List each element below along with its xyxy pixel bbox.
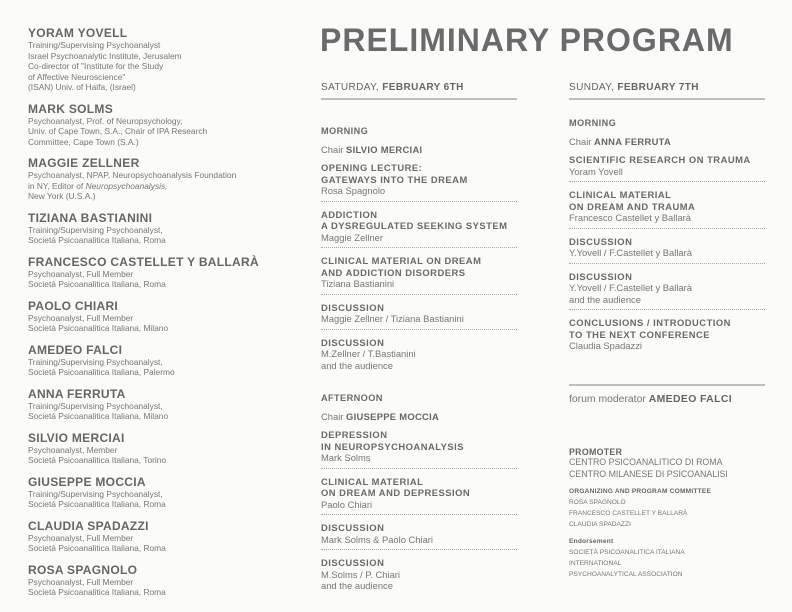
chair-label: Chair bbox=[321, 144, 347, 155]
speaker-entry bbox=[28, 387, 288, 422]
speaker-name: TIZIANA BASTIANINI bbox=[28, 210, 153, 225]
speaker-description-part: Psychoanalyst, NPAP, Neuropsychoanalysis Foundation in NY, Editor of bbox=[28, 170, 237, 191]
item-speaker: M.Solms / P. Chiari and the audience bbox=[321, 568, 401, 591]
speaker-description-part: New York (U.S.A.) bbox=[28, 191, 96, 201]
program-item bbox=[321, 337, 517, 376]
speaker-description: Psychoanalyst, Full Member Società Psicoanalitica Italiana, Milano bbox=[28, 312, 169, 333]
session-label: MORNING bbox=[569, 118, 617, 128]
speaker-entry bbox=[28, 156, 288, 202]
page-title: PRELIMINARY PROGRAM bbox=[320, 22, 734, 58]
item-title: DEPRESSION IN NEUROPSYCHOANALYSIS bbox=[321, 429, 464, 452]
speaker-entry bbox=[28, 211, 288, 246]
item-title: CLINICAL MATERIAL ON DREAM AND ADDICTION DISORDERS bbox=[321, 255, 482, 278]
item-speaker: Paolo Chiari bbox=[321, 498, 373, 510]
sunday-column bbox=[569, 82, 765, 356]
speaker-description: Training/Supervising Psychoanalyst, Società Psicoanalitica Italiana, Palermo bbox=[28, 356, 175, 377]
item-title: CLINICAL MATERIAL ON DREAM AND DEPRESSION bbox=[321, 475, 471, 498]
speaker-description: Psychoanalyst, Member Società Psicoanalitica Italiana, Torino bbox=[28, 444, 167, 465]
item-title: SCIENTIFIC RESEARCH ON TRAUMA bbox=[569, 154, 751, 165]
saturday-column bbox=[321, 82, 517, 596]
program-item bbox=[321, 162, 517, 202]
session-label: AFTERNOON bbox=[321, 393, 383, 403]
item-title: DISCUSSION bbox=[569, 235, 633, 247]
program-item bbox=[569, 236, 765, 264]
session-chair bbox=[321, 411, 517, 422]
speaker-description: Training/Supervising Psychoanalyst, Società Psicoanalitica Italiana, Milano bbox=[28, 400, 169, 421]
speaker-name: YORAM YOVELL bbox=[28, 26, 128, 40]
chair-label: Chair bbox=[321, 411, 347, 422]
item-speaker: Y.Yovell / F.Castellet y Ballarà bbox=[569, 247, 692, 258]
chair-label: Chair bbox=[569, 136, 595, 147]
speaker-entry bbox=[28, 563, 288, 598]
forum-label: forum moderator bbox=[569, 394, 649, 405]
endorsement-heading: Endorsement bbox=[569, 538, 614, 545]
session-chair bbox=[321, 144, 517, 155]
speaker-name: MAGGIE ZELLNER bbox=[28, 156, 140, 170]
day-heading bbox=[321, 82, 517, 100]
item-title: CONCLUSIONS / INTRODUCTION TO THE NEXT CONFERENCE bbox=[569, 317, 731, 340]
forum-moderator bbox=[569, 384, 765, 405]
journal-title: Neuropsychoanalysis, bbox=[85, 180, 168, 191]
item-speaker: Yoram Yovell bbox=[569, 165, 623, 177]
item-title: DISCUSSION bbox=[321, 336, 385, 348]
chair-name: ANNA FERRUTA bbox=[594, 136, 672, 147]
day-name: SUNDAY, bbox=[569, 82, 618, 93]
speaker-entry bbox=[28, 475, 288, 510]
speaker-description: Training/Supervising Psychoanalyst, Società Psicoanalitica Italiana, Roma bbox=[28, 224, 166, 245]
program-item bbox=[569, 189, 765, 229]
speaker-name: ROSA SPAGNOLO bbox=[28, 562, 138, 577]
chair-name: GIUSEPPE MOCCIA bbox=[346, 411, 440, 422]
program-item bbox=[321, 429, 517, 469]
session-label: MORNING bbox=[321, 126, 369, 136]
day-heading bbox=[569, 82, 765, 100]
program-item bbox=[321, 255, 517, 295]
item-title: OPENING LECTURE: GATEWAYS INTO THE DREAM bbox=[321, 162, 468, 185]
item-title: DISCUSSION bbox=[321, 301, 385, 313]
chair-name: SILVIO MERCIAI bbox=[346, 144, 423, 155]
item-speaker: Claudia Spadazzi bbox=[569, 340, 642, 351]
speaker-name: CLAUDIA SPADAZZI bbox=[28, 518, 149, 533]
speaker-entry bbox=[28, 102, 288, 148]
item-speaker: Y.Yovell / F.Castellet y Ballarà and the audience bbox=[569, 282, 692, 305]
program-item bbox=[569, 154, 765, 182]
item-title: DISCUSSION bbox=[321, 522, 385, 533]
speaker-description: Psychoanalyst, Prof. of Neuropsychology, Univ. of Cape Town, S.A., Chair of IPA Research Committee, Cape Town (S.A.) bbox=[28, 115, 208, 147]
item-title: ADDICTION A DYSREGULATED SEEKING SYSTEM bbox=[321, 208, 508, 231]
item-speaker: Rosa Spagnolo bbox=[321, 185, 386, 196]
session-chair bbox=[569, 136, 765, 147]
speaker-name: GIUSEPPE MOCCIA bbox=[28, 474, 146, 489]
item-title: DISCUSSION bbox=[321, 557, 385, 568]
speaker-entry bbox=[28, 519, 288, 554]
speaker-entry bbox=[28, 299, 288, 334]
program-item bbox=[569, 317, 765, 356]
item-speaker: M.Zellner / T.Bastianini and the audience bbox=[321, 348, 416, 371]
speaker-entry bbox=[28, 431, 288, 466]
speaker-entry bbox=[28, 343, 288, 378]
speaker-entry bbox=[28, 255, 288, 290]
speaker-name: AMEDEO FALCI bbox=[28, 342, 123, 357]
speaker-description: Psychoanalyst, Full Member Società Psicoanalitica Italiana, Roma bbox=[28, 576, 166, 597]
speaker-name: FRANCESCO CASTELLET Y BALLARÀ bbox=[28, 254, 259, 269]
speaker-name: SILVIO MERCIAI bbox=[28, 430, 125, 445]
item-speaker: Maggie Zellner bbox=[321, 231, 384, 243]
speaker-entry bbox=[28, 26, 288, 93]
committee-heading: ORGANIZING AND PROGRAM COMMITTEE bbox=[569, 488, 712, 495]
program-item bbox=[321, 557, 517, 596]
speakers-list bbox=[28, 26, 288, 607]
program-item bbox=[569, 271, 765, 311]
speaker-name: ANNA FERRUTA bbox=[28, 386, 126, 401]
program-item bbox=[321, 522, 517, 550]
item-title: CLINICAL MATERIAL ON DREAM AND TRAUMA bbox=[569, 189, 696, 212]
forum-name: AMEDEO FALCI bbox=[648, 394, 733, 405]
promoter-block bbox=[569, 447, 769, 580]
speaker-description bbox=[28, 170, 288, 202]
day-date: FEBRUARY 7TH bbox=[617, 82, 699, 93]
day-name: SATURDAY, bbox=[321, 82, 383, 93]
day-date: FEBRUARY 6TH bbox=[382, 82, 464, 93]
program-item bbox=[321, 302, 517, 330]
item-speaker: Tiziana Bastianini bbox=[321, 278, 395, 289]
program-item bbox=[321, 476, 517, 516]
speaker-description: Training/Supervising Psychoanalyst, Società Psicoanalitica Italiana, Roma bbox=[28, 488, 166, 509]
program-item bbox=[321, 209, 517, 249]
item-speaker: Mark Solms bbox=[321, 452, 371, 463]
item-speaker: Maggie Zellner / Tiziana Bastianini bbox=[321, 313, 464, 324]
speaker-name: MARK SOLMS bbox=[28, 101, 113, 116]
item-title: DISCUSSION bbox=[569, 270, 633, 282]
promoter-lines: CENTRO PSICOANALITICO DI ROMA CENTRO MILANESE DI PSICOANALISI bbox=[569, 457, 728, 479]
item-speaker: Francesco Castellet y Ballarà bbox=[569, 212, 691, 223]
speaker-name: PAOLO CHIARI bbox=[28, 298, 119, 313]
endorsement-lines: SOCIETÀ PSICOANALITICA ITALIANA INTERNATIONAL PSYCHOANALYTICAL ASSOCIATION bbox=[569, 549, 685, 578]
speaker-description: Psychoanalyst, Full Member Società Psicoanalitica Italiana, Roma bbox=[28, 268, 166, 289]
promoter-heading: PROMOTER bbox=[569, 447, 623, 457]
item-speaker: Mark Solms & Paolo Chiari bbox=[321, 533, 434, 545]
committee-members: ROSA SPAGNOLO FRANCESCO CASTELLET Y BALLARÀ CLAUDIA SPADAZZI bbox=[569, 499, 688, 528]
speaker-description: Training/Supervising Psychoanalyst Israel Psychoanalytic Institute, Jerusalem Co-director of "Institute for the Study of Affective Neuroscience" (ISAN) Univ. of Haifa, (Israel) bbox=[28, 40, 182, 92]
speaker-description: Psychoanalyst, Full Member Società Psicoanalitica Italiana, Roma bbox=[28, 532, 166, 553]
